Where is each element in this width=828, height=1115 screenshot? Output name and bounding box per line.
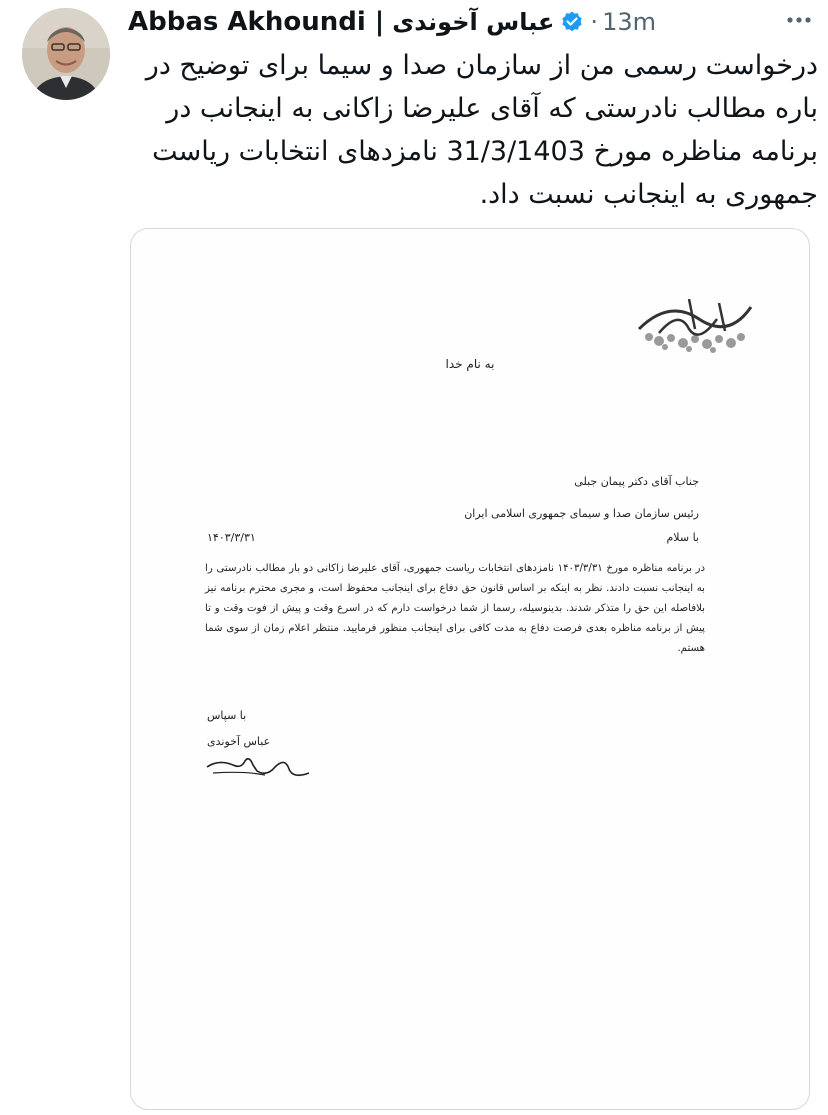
separator-dot: ·	[590, 8, 599, 36]
tweet-header	[128, 2, 818, 42]
letter-document	[131, 229, 809, 1109]
letter-greeting: با سلام	[666, 531, 699, 544]
letter-closing: با سپاس	[207, 709, 247, 722]
handwritten-signature	[205, 751, 315, 785]
letter-date: ۱۴۰۳/۳/۳۱	[207, 531, 256, 544]
letter-recipient: جناب آقای دکتر پیمان جبلی	[574, 475, 699, 488]
letter-recipient-title: رئیس سازمان صدا و سیمای جمهوری اسلامی ایران	[464, 507, 699, 520]
letter-bismillah: به نام خدا	[445, 357, 495, 371]
timestamp[interactable]: 13m	[602, 8, 656, 36]
letterhead-calligraphy-logo	[629, 289, 759, 359]
author-name-latin[interactable]: Abbas Akhoundi |	[128, 7, 385, 37]
letter-signer: عباس آخوندی	[207, 735, 271, 748]
letter-body: در برنامه مناظره مورخ ۱۴۰۳/۳/۳۱ نامزدهای انتخابات ریاست جمهوری، آقای علیرضا زاکانی دو بار مطالب نادرستی را به اینجانب نسبت دادند. نظر به اینکه بر اساس قانون حق دفاع برای اینجانب محفوظ است، و مجری محترم برنامه نیز بلافاصله این حق را متذکر شدند. بدینوسیله، رسما از شما درخواست دارم که در اسرع وقت و پیش از فوت وقت و تا پیش از برنامه مناظره بعدی فرصت دفاع به مدت کافی برای اینجانب منظور فرمایید. منتظر اعلام زمان از سوی شما هستم.	[205, 563, 705, 654]
tweet-text: درخواست رسمی من از سازمان صدا و سیما برای توضیح در باره مطالب نادرستی که آقای علیرضا زاکانی به اینجانب در برنامه مناظره مورخ 31/3/1403 نامزدهای انتخابات ریاست جمهوری به اینجانب نسبت داد.	[145, 50, 818, 210]
verified-badge-icon	[560, 10, 584, 34]
media-card[interactable]	[130, 228, 810, 1110]
avatar[interactable]	[22, 8, 110, 100]
author-name-fa[interactable]: عباس آخوندی	[392, 8, 555, 36]
more-options-icon[interactable]	[784, 10, 814, 30]
